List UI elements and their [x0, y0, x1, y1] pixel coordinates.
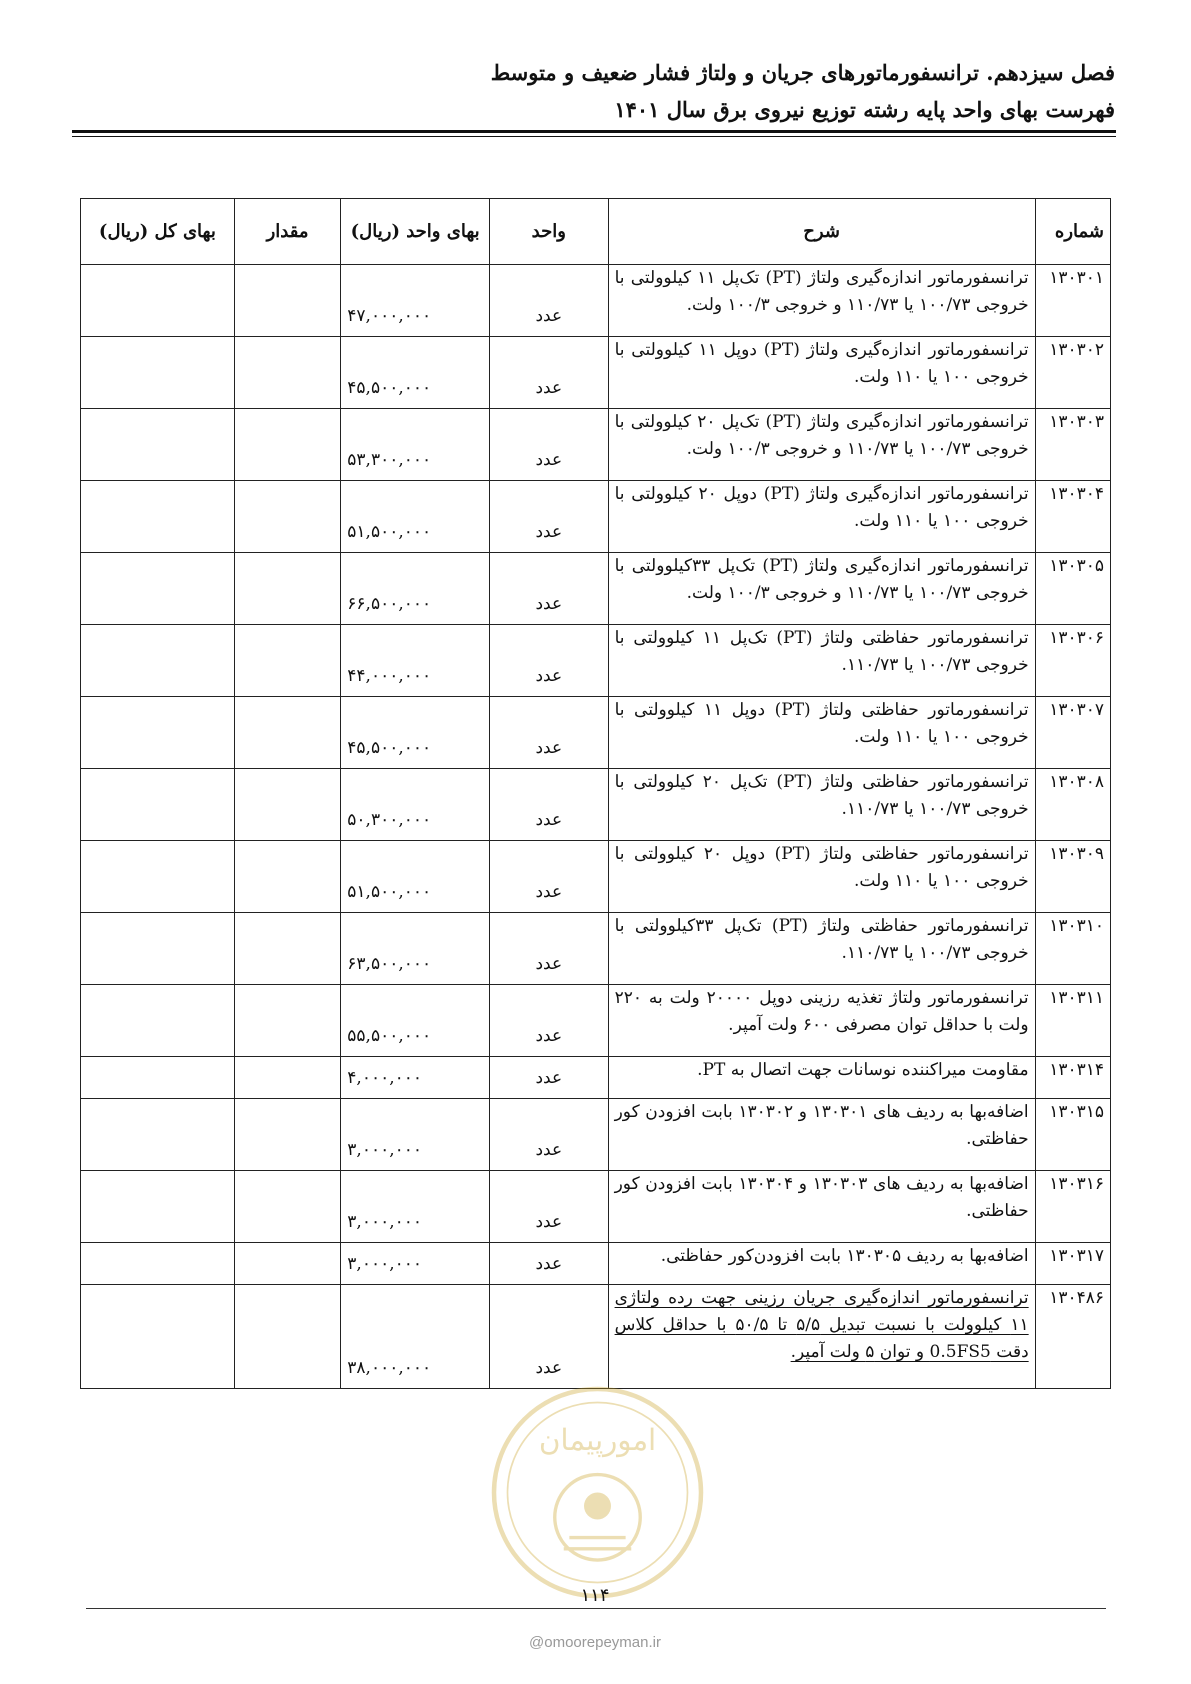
item-description: ترانسفورماتور اندازه‌گیری ولتاژ (PT) دوپل ۱۱ کیلوولتی با خروجی ۱۰۰ یا ۱۱۰ ولت. [608, 337, 1035, 409]
item-unit: عدد [490, 337, 609, 409]
item-total-price [81, 697, 235, 769]
item-number: ۱۳۰۳۱۶ [1035, 1171, 1110, 1243]
table-row [81, 1057, 1111, 1099]
website-watermark: @omoorepeyman.ir [529, 1634, 661, 1651]
header-total-price: بهای کل (ریال) [81, 199, 235, 265]
item-unit: عدد [490, 1285, 609, 1389]
item-unit-price: ۳۸,۰۰۰,۰۰۰ [341, 1285, 490, 1389]
item-total-price [81, 265, 235, 337]
item-unit: عدد [490, 913, 609, 985]
item-total-price [81, 409, 235, 481]
table-row [81, 1285, 1111, 1389]
item-number: ۱۳۰۳۰۹ [1035, 841, 1110, 913]
item-unit: عدد [490, 1171, 609, 1243]
item-total-price [81, 841, 235, 913]
item-description: ترانسفورماتور ولتاژ تغذیه رزینی دوپل ۲۰۰۰۰ ولت به ۲۲۰ ولت با حداقل توان مصرفی ۶۰۰ ولت آمپر. [608, 985, 1035, 1057]
chapter-title: فصل سیزدهم. ترانسفورماتورهای جریان و ولتاژ فشار ضعیف و متوسط [490, 60, 1115, 85]
item-unit: عدد [490, 985, 609, 1057]
table-row [81, 1171, 1111, 1243]
item-number: ۱۳۰۳۰۴ [1035, 481, 1110, 553]
item-quantity [234, 697, 341, 769]
item-unit-price: ۴۵,۵۰۰,۰۰۰ [341, 337, 490, 409]
item-unit: عدد [490, 1243, 609, 1285]
item-total-price [81, 625, 235, 697]
item-description: ترانسفورماتور اندازه‌گیری ولتاژ (PT) تک‌پل ۳۳کیلوولتی با خروجی ۱۰۰/۷۳ یا ۱۱۰/۷۳ و خروجی ۱۰۰/۳ ولت. [608, 553, 1035, 625]
item-number: ۱۳۰۳۰۳ [1035, 409, 1110, 481]
item-number: ۱۳۰۳۰۷ [1035, 697, 1110, 769]
item-unit: عدد [490, 769, 609, 841]
item-unit-price: ۶۶,۵۰۰,۰۰۰ [341, 553, 490, 625]
price-list-table [80, 198, 1111, 1389]
item-quantity [234, 481, 341, 553]
item-description: ترانسفورماتور حفاظتی ولتاژ (PT) تک‌پل ۳۳کیلوولتی با خروجی ۱۰۰/۷۳ یا ۱۱۰/۷۳. [608, 913, 1035, 985]
item-quantity [234, 553, 341, 625]
item-description: اضافه‌بها به ردیف های ۱۳۰۳۰۱ و ۱۳۰۳۰۲ بابت افزودن کور حفاظتی. [608, 1099, 1035, 1171]
item-total-price [81, 553, 235, 625]
item-description: ترانسفورماتور اندازه‌گیری جریان رزینی جهت رده ولتاژی ۱۱ کیلوولت با نسبت تبدیل ۵/۵ تا ۵۰/۵ با حداقل کلاس دقت 0.5FS5 و توان ۵ ولت آمپر. [608, 1285, 1035, 1389]
table-row [81, 409, 1111, 481]
item-total-price [81, 1171, 235, 1243]
table-row [81, 265, 1111, 337]
header-number: شماره [1035, 199, 1110, 265]
item-unit-price: ۳,۰۰۰,۰۰۰ [341, 1243, 490, 1285]
item-unit-price: ۵۵,۵۰۰,۰۰۰ [341, 985, 490, 1057]
item-total-price [81, 481, 235, 553]
item-quantity [234, 337, 341, 409]
item-unit-price: ۵۱,۵۰۰,۰۰۰ [341, 841, 490, 913]
table-row [81, 337, 1111, 409]
item-quantity [234, 1171, 341, 1243]
item-number: ۱۳۰۳۱۰ [1035, 913, 1110, 985]
table-body [81, 265, 1111, 1389]
item-unit-price: ۵۳,۳۰۰,۰۰۰ [341, 409, 490, 481]
header-description: شرح [608, 199, 1035, 265]
item-description: ترانسفورماتور حفاظتی ولتاژ (PT) تک‌پل ۱۱ کیلوولتی با خروجی ۱۰۰/۷۳ یا ۱۱۰/۷۳. [608, 625, 1035, 697]
item-quantity [234, 1243, 341, 1285]
table-row [81, 913, 1111, 985]
item-quantity [234, 769, 341, 841]
item-total-price [81, 1099, 235, 1171]
item-unit-price: ۶۳,۵۰۰,۰۰۰ [341, 913, 490, 985]
item-number: ۱۳۰۳۰۵ [1035, 553, 1110, 625]
page-number: ۱۱۴ [580, 1585, 610, 1606]
watermark-seal [485, 1380, 710, 1605]
item-number: ۱۳۰۳۰۶ [1035, 625, 1110, 697]
item-number: ۱۳۰۳۰۲ [1035, 337, 1110, 409]
header-unit-price: بهای واحد (ریال) [341, 199, 490, 265]
item-description: ترانسفورماتور حفاظتی ولتاژ (PT) دوپل ۲۰ کیلوولتی با خروجی ۱۰۰ یا ۱۱۰ ولت. [608, 841, 1035, 913]
item-number: ۱۳۰۳۱۱ [1035, 985, 1110, 1057]
item-unit: عدد [490, 265, 609, 337]
item-description: اضافه‌بها به ردیف ۱۳۰۳۰۵ بابت افزودن‌کور حفاظتی. [608, 1243, 1035, 1285]
item-quantity [234, 1285, 341, 1389]
item-description: ترانسفورماتور اندازه‌گیری ولتاژ (PT) تک‌پل ۱۱ کیلوولتی با خروجی ۱۰۰/۷۳ یا ۱۱۰/۷۳ و خروجی ۱۰۰/۳ ولت. [608, 265, 1035, 337]
item-quantity [234, 913, 341, 985]
document-title: فهرست بهای واحد پایه رشته توزیع نیروی برق سال ۱۴۰۱ [614, 97, 1115, 122]
table-row [81, 769, 1111, 841]
item-quantity [234, 625, 341, 697]
item-quantity [234, 409, 341, 481]
item-unit-price: ۵۱,۵۰۰,۰۰۰ [341, 481, 490, 553]
table-row [81, 841, 1111, 913]
item-number: ۱۳۰۳۱۵ [1035, 1099, 1110, 1171]
item-unit-price: ۴,۰۰۰,۰۰۰ [341, 1057, 490, 1099]
item-quantity [234, 1099, 341, 1171]
table-row [81, 625, 1111, 697]
table-row [81, 697, 1111, 769]
header-rule-thick [72, 130, 1116, 133]
item-total-price [81, 913, 235, 985]
table-row [81, 553, 1111, 625]
item-unit: عدد [490, 697, 609, 769]
item-quantity [234, 265, 341, 337]
item-total-price [81, 769, 235, 841]
header-unit: واحد [490, 199, 609, 265]
item-quantity [234, 841, 341, 913]
item-total-price [81, 985, 235, 1057]
item-description: ترانسفورماتور اندازه‌گیری ولتاژ (PT) دوپل ۲۰ کیلوولتی با خروجی ۱۰۰ یا ۱۱۰ ولت. [608, 481, 1035, 553]
item-unit-price: ۳,۰۰۰,۰۰۰ [341, 1171, 490, 1243]
item-description: ترانسفورماتور اندازه‌گیری ولتاژ (PT) تک‌پل ۲۰ کیلوولتی با خروجی ۱۰۰/۷۳ یا ۱۱۰/۷۳ و خروجی ۱۰۰/۳ ولت. [608, 409, 1035, 481]
item-unit: عدد [490, 409, 609, 481]
item-total-price [81, 1285, 235, 1389]
item-description: اضافه‌بها به ردیف های ۱۳۰۳۰۳ و ۱۳۰۳۰۴ بابت افزودن کور حفاظتی. [608, 1171, 1035, 1243]
item-quantity [234, 985, 341, 1057]
item-description: مقاومت میراکننده نوسانات جهت اتصال به PT. [608, 1057, 1035, 1099]
item-total-price [81, 1057, 235, 1099]
footer-rule [86, 1608, 1106, 1609]
item-unit: عدد [490, 1099, 609, 1171]
table-row [81, 1243, 1111, 1285]
item-unit-price: ۴۴,۰۰۰,۰۰۰ [341, 625, 490, 697]
item-unit: عدد [490, 481, 609, 553]
item-unit: عدد [490, 625, 609, 697]
item-description: ترانسفورماتور حفاظتی ولتاژ (PT) تک‌پل ۲۰ کیلوولتی با خروجی ۱۰۰/۷۳ یا ۱۱۰/۷۳. [608, 769, 1035, 841]
svg-text:امورپیمان: امورپیمان [538, 1422, 657, 1457]
item-number: ۱۳۰۴۸۶ [1035, 1285, 1110, 1389]
item-unit: عدد [490, 1057, 609, 1099]
item-total-price [81, 1243, 235, 1285]
item-unit: عدد [490, 841, 609, 913]
item-total-price [81, 337, 235, 409]
item-quantity [234, 1057, 341, 1099]
item-description: ترانسفورماتور حفاظتی ولتاژ (PT) دوپل ۱۱ کیلوولتی با خروجی ۱۰۰ یا ۱۱۰ ولت. [608, 697, 1035, 769]
item-number: ۱۳۰۳۱۴ [1035, 1057, 1110, 1099]
item-number: ۱۳۰۳۰۱ [1035, 265, 1110, 337]
item-unit-price: ۵۰,۳۰۰,۰۰۰ [341, 769, 490, 841]
table-row [81, 1099, 1111, 1171]
item-unit-price: ۴۵,۵۰۰,۰۰۰ [341, 697, 490, 769]
item-unit: عدد [490, 553, 609, 625]
table-header-row [81, 199, 1111, 265]
item-number: ۱۳۰۳۱۷ [1035, 1243, 1110, 1285]
table-row [81, 985, 1111, 1057]
item-number: ۱۳۰۳۰۸ [1035, 769, 1110, 841]
table-row [81, 481, 1111, 553]
header-rule-thin [72, 136, 1116, 137]
item-unit-price: ۳,۰۰۰,۰۰۰ [341, 1099, 490, 1171]
header-quantity: مقدار [234, 199, 341, 265]
item-unit-price: ۴۷,۰۰۰,۰۰۰ [341, 265, 490, 337]
